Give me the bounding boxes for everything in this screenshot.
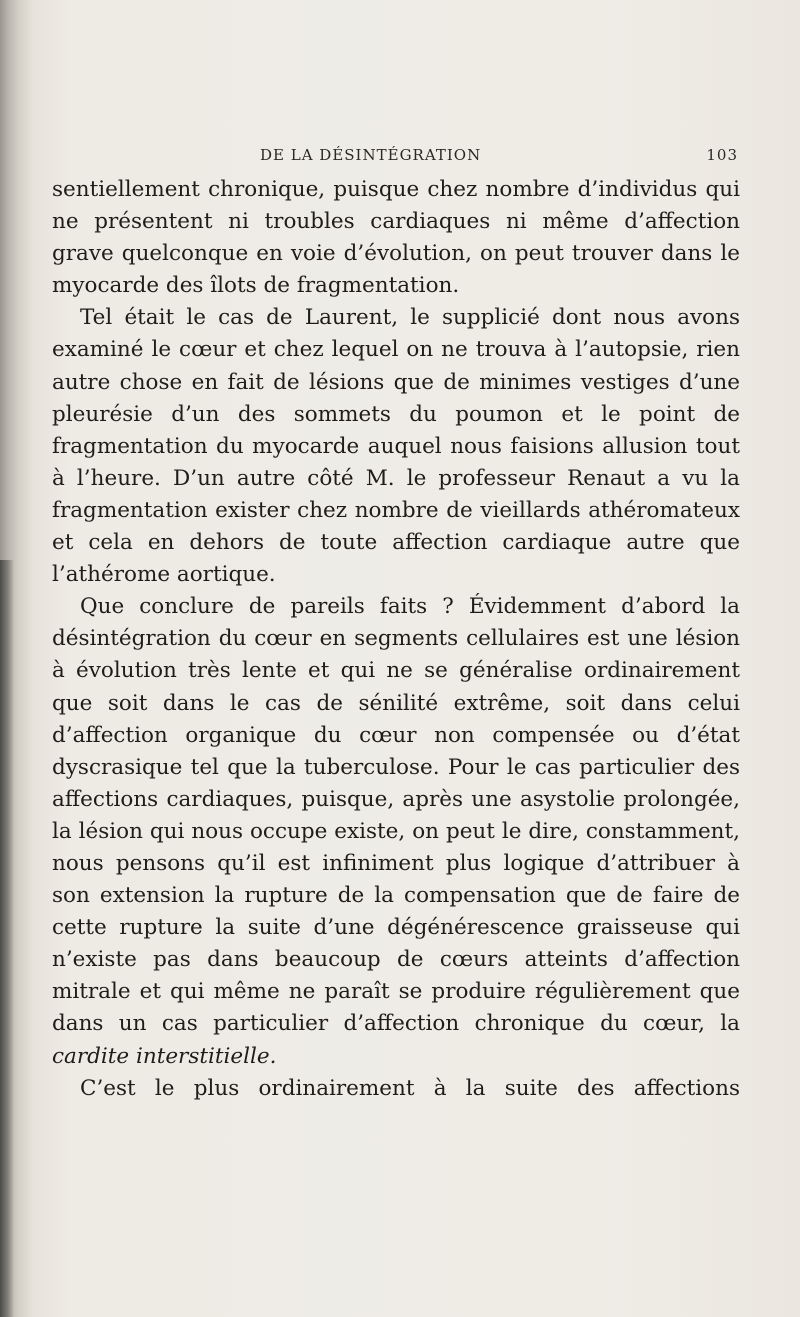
paragraph <box>52 591 740 1072</box>
page-binding-edge <box>0 560 14 1317</box>
paragraph-text: sentiellement chronique, puisque chez nombre d’individus qui ne présentent ni troubles cardiaques ni même d’affection grave quelconque en voie d’évolution, on peut trouver dans le myocarde des îlots de fragmentation. <box>52 177 740 299</box>
paragraph-continuation <box>52 174 740 302</box>
paragraph-text: Tel était le cas de Laurent, le supplicié dont nous avons examiné le cœur et chez lequel on ne trouva à l’autopsie, rien autre chose en fait de lésions que de minimes vestiges d’une pleurésie d’un des sommets du poumon et le point de fragmentation du myocarde auquel nous faisions allusion tout à l’heure. D’un autre côté M. le professeur Renaut a vu la fragmentation exister chez nombre de vieillards athéromateux et cela en dehors de toute affection cardiaque autre que l’athérome aortique. <box>52 305 740 588</box>
running-title: DE LA DÉSINTÉGRATION <box>260 146 482 164</box>
paragraph-text: Que conclure de pareils faits ? Évidemment d’abord la désintégration du cœur en segments cellulaires est une lésion à évolution très lente et qui ne se généralise ordinairement que soit dans le cas de sénilité extrême, soit dans celui d’affection organique du cœur non compensée ou d’état dyscrasique tel que la tuberculose. Pour le cas particulier des affections cardiaques, puisque, après une asystolie prolongée, la lésion qui nous occupe existe, on peut le dire, constamment, nous pensons qu’il est infiniment plus logique d’attribuer à son extension la rupture de la compensation que de faire de cette rupture la suite d’une dégénérescence graisseuse qui n’existe pas dans beaucoup de cœurs atteints d’affection mitrale et qui même ne paraît se produire régulièrement que dans un cas particulier d’affection chronique du cœur, la <box>52 594 740 1037</box>
paragraph-text: C’est le plus ordinairement à la suite des affections <box>80 1075 740 1101</box>
paragraph <box>52 302 740 591</box>
page-number: 103 <box>706 146 738 164</box>
paragraph-final <box>52 1073 740 1105</box>
body-text <box>52 174 740 1105</box>
running-header <box>208 146 738 170</box>
italic-term: cardite interstitielle. <box>52 1043 277 1069</box>
